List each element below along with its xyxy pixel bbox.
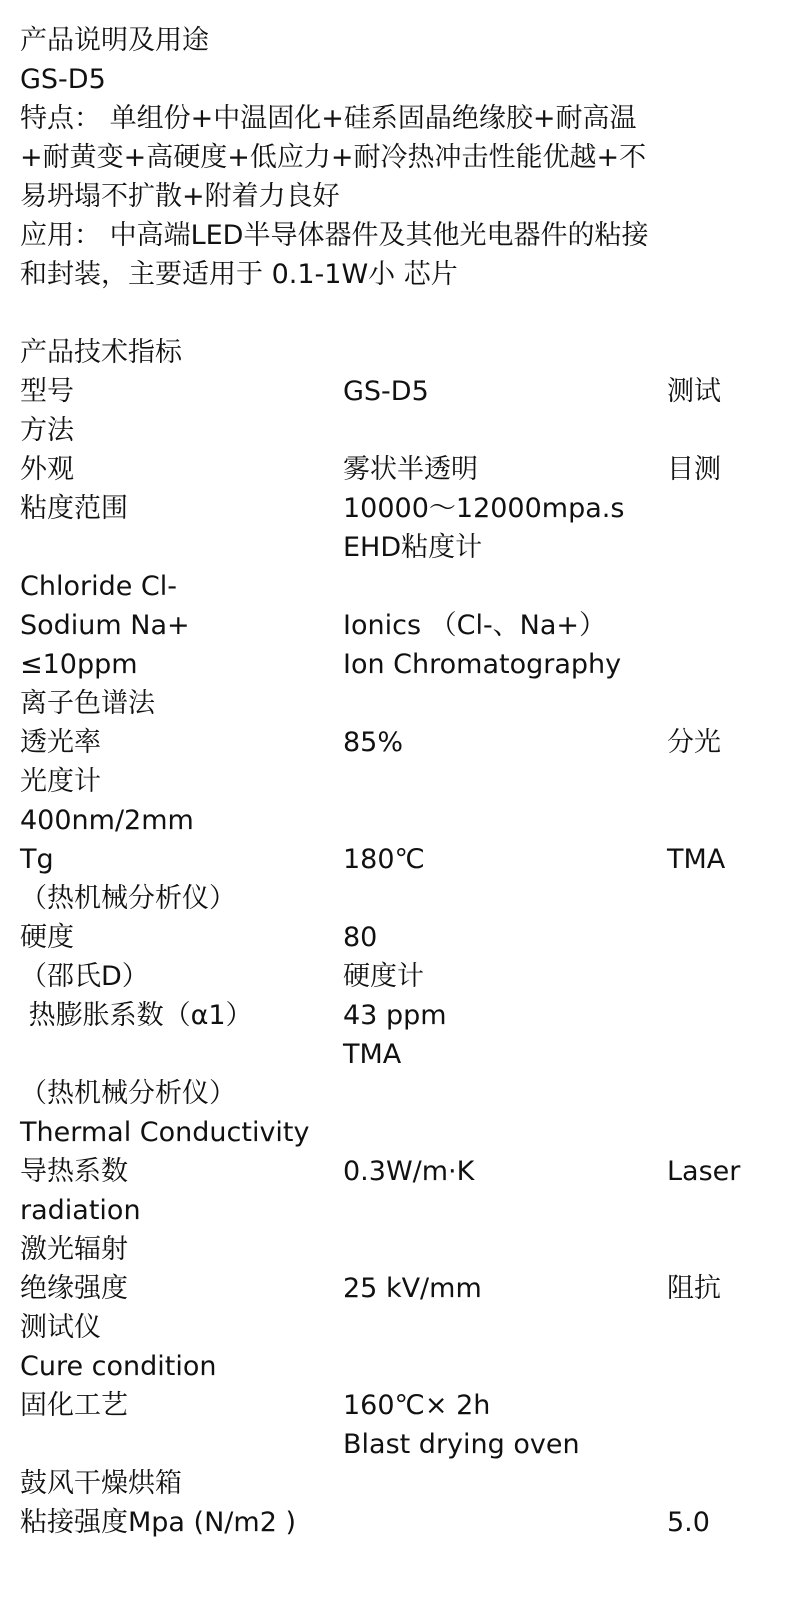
spec-row <box>20 684 780 723</box>
application-paragraph: 应用： 中高端LED半导体器件及其他光电器件的粘接 和封装，主要适用于 0.1-1W小 芯片 <box>20 220 649 290</box>
spec-label: 离子色谱法 <box>20 688 155 719</box>
spec-row <box>20 489 780 528</box>
spec-method: TMA <box>667 844 726 875</box>
spec-value: 硬度计 <box>343 961 424 992</box>
spec-value: 25 kV/mm <box>343 1273 482 1304</box>
spec-method: 目测 <box>667 454 721 485</box>
spec-label: 型号 <box>20 376 74 407</box>
spec-row <box>20 723 780 762</box>
spec-value: 43 ppm <box>343 1000 447 1031</box>
spec-value: 雾状半透明 <box>343 454 478 485</box>
spec-label: Cure condition <box>20 1351 217 1382</box>
spec-method: 分光 <box>667 727 721 758</box>
spec-value: 80 <box>343 922 378 953</box>
spec-label: （邵氏D） <box>20 961 149 992</box>
spec-label: 光度计 <box>20 766 101 797</box>
spec-row <box>20 1347 780 1386</box>
spec-value: GS-D5 <box>343 376 429 407</box>
spec-value: TMA <box>343 1039 402 1070</box>
spec-label: （热机械分析仪） <box>20 1078 236 1109</box>
spec-method: 测试 <box>667 376 721 407</box>
spec-method: Laser <box>667 1156 741 1187</box>
spacer <box>20 294 780 333</box>
spec-row <box>20 1152 780 1191</box>
spec-row <box>20 1113 780 1152</box>
intro-heading: 产品说明及用途 <box>20 25 209 56</box>
spec-value: Blast drying oven <box>343 1429 580 1460</box>
spec-label: Tg <box>20 844 54 875</box>
spec-row <box>20 1230 780 1269</box>
spec-row <box>20 1074 780 1113</box>
spec-row <box>20 645 780 684</box>
spec-value: 0.3W/m·K <box>343 1156 475 1187</box>
spec-label: ≤10ppm <box>20 649 138 680</box>
spec-row <box>20 1503 780 1542</box>
spec-label: 透光率 <box>20 727 101 758</box>
spec-label: 方法 <box>20 415 74 446</box>
spec-table <box>20 372 780 1542</box>
spec-label: 导热系数 <box>20 1156 128 1187</box>
spec-row <box>20 918 780 957</box>
spec-row <box>20 879 780 918</box>
spec-row <box>20 411 780 450</box>
spec-row <box>20 450 780 489</box>
spec-label: 激光辐射 <box>20 1234 128 1265</box>
spec-method: 阻抗 <box>667 1273 721 1304</box>
spec-label: 粘接强度Mpa (N/m2 ) <box>20 1507 296 1538</box>
features-paragraph: 特点： 单组份+中温固化+硅系固晶绝缘胶+耐高温 +耐黄变+高硬度+低应力+耐冷热冲击性能优越+不 易坍塌不扩散+附着力良好 <box>20 103 647 212</box>
spec-label: 鼓风干燥烘箱 <box>20 1468 182 1499</box>
specs-heading: 产品技术指标 <box>20 337 182 368</box>
spec-method: 5.0 <box>667 1507 710 1538</box>
document-body <box>20 21 780 1542</box>
spec-value: Ion Chromatography <box>343 649 622 680</box>
spec-row <box>20 801 780 840</box>
spec-label: Chloride Cl- <box>20 571 178 602</box>
spec-label: 400nm/2mm <box>20 805 194 836</box>
spec-value: 180℃ <box>343 844 425 875</box>
spec-row <box>20 762 780 801</box>
spec-label: radiation <box>20 1195 141 1226</box>
spec-label: Thermal Conductivity <box>20 1117 310 1148</box>
spec-row <box>20 606 780 645</box>
spec-row <box>20 957 780 996</box>
spec-label: Sodium Na+ <box>20 610 190 641</box>
spec-row <box>20 1191 780 1230</box>
spec-label: 测试仪 <box>20 1312 101 1343</box>
spec-label: 热膨胀系数（α1） <box>20 1000 253 1031</box>
spec-row <box>20 1464 780 1503</box>
spec-label: 固化工艺 <box>20 1390 128 1421</box>
spec-value: Ionics （Cl-、Na+） <box>343 610 607 641</box>
model-name: GS-D5 <box>20 64 106 95</box>
spec-label: 绝缘强度 <box>20 1273 128 1304</box>
spec-value: 85% <box>343 727 404 758</box>
spec-row <box>20 567 780 606</box>
spec-row <box>20 1425 780 1464</box>
spec-label: （热机械分析仪） <box>20 883 236 914</box>
spec-row <box>20 1308 780 1347</box>
spec-row <box>20 1035 780 1074</box>
spec-row <box>20 1269 780 1308</box>
spec-label: 硬度 <box>20 922 74 953</box>
spec-row <box>20 840 780 879</box>
spec-row <box>20 1386 780 1425</box>
spec-value: EHD粘度计 <box>343 532 483 563</box>
spec-value: 10000～12000mpa.s <box>343 493 625 524</box>
spec-value: 160℃× 2h <box>343 1390 491 1421</box>
spec-row <box>20 528 780 567</box>
spec-label: 粘度范围 <box>20 493 128 524</box>
spec-row <box>20 372 780 411</box>
spec-label: 外观 <box>20 454 74 485</box>
spec-row <box>20 996 780 1035</box>
